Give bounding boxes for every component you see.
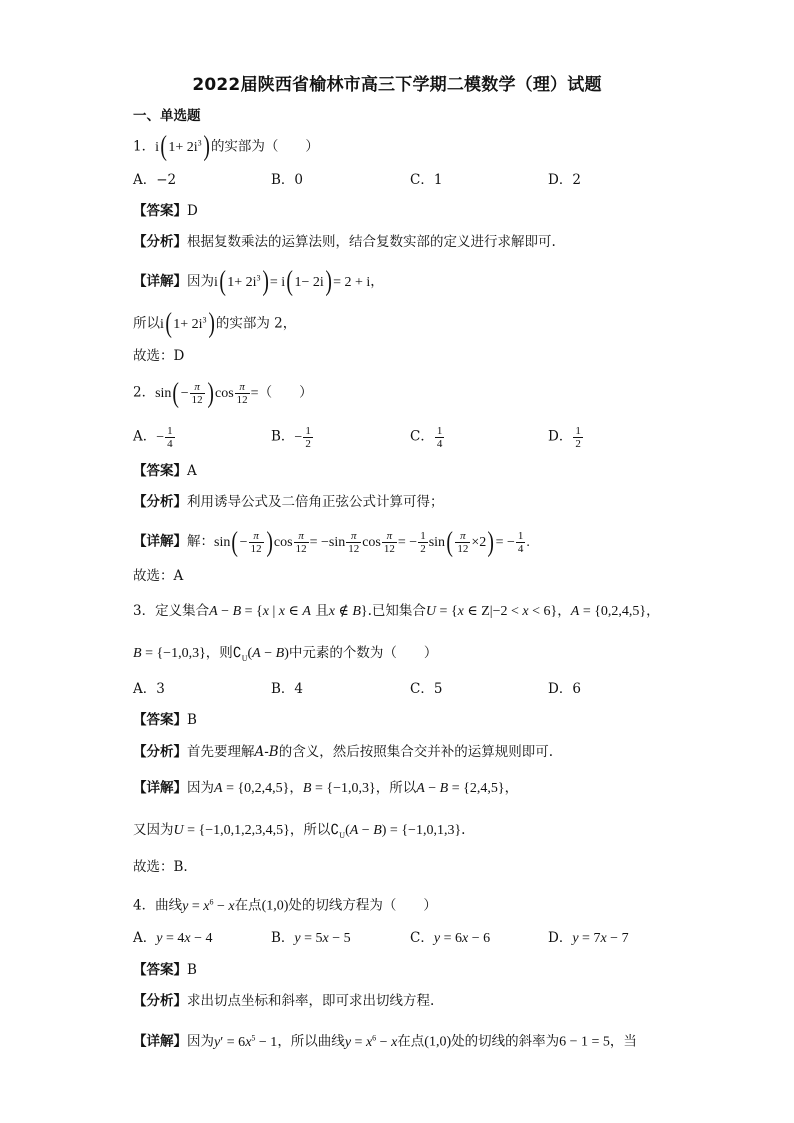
- question-1-stem: 1．$i(1+ 2i^3)$的实部为（ ）: [133, 131, 319, 163]
- q2-option-a: A．− $\frac{1}{4}$: [133, 425, 173, 450]
- question-4-stem: 4．曲线$y = x^6 - x$在点(1,0)处的切线方程为（ ）: [133, 897, 437, 914]
- q2-option-d: D． $\frac{1}{2}$: [548, 425, 581, 450]
- q4-option-c: C．y = 6x − 6: [410, 930, 491, 946]
- q1-detail-line2: 所以$i(1+ 2i^3)$的实部为 2，: [133, 308, 297, 340]
- q2-option-c: C． $\frac{1}{4}$: [410, 425, 443, 450]
- q3-choose: 故选：B.: [133, 859, 188, 875]
- q4-detail: 【详解】因为$y' = 6x^5 - 1$，所以曲线$y = x^6 - x$在点(1,0)处的切线的斜率为6 − 1 = 5，当: [133, 1033, 637, 1050]
- q3-detail-line2: 又因为U = {−1,0,1,2,3,4,5}，所以$∁_U(A - B) = \{-1,0,1,3\}$.: [133, 822, 466, 840]
- q4-option-b: B．y = 5x − 5: [271, 930, 351, 946]
- q1-detail: 【详解】因为$i(1+ 2i^3)= i(1- 2i)= 2 + i$，: [133, 266, 384, 298]
- section-heading: 一、单选题: [133, 108, 201, 124]
- q3-detail: 【详解】因为A = {0,2,4,5}，B = {−1,0,3}，所以A − B = {2,4,5}，: [133, 780, 519, 796]
- q4-analysis: 【分析】求出切点坐标和斜率，即可求出切线方程.: [133, 993, 435, 1009]
- q3-answer: 【答案】B: [133, 712, 197, 728]
- q1-analysis: 【分析】根据复数乘法的运算法则，结合复数实部的定义进行求解即可.: [133, 234, 556, 250]
- q2-analysis: 【分析】利用诱导公式及二倍角正弦公式计算可得；: [133, 494, 444, 510]
- q1-option-b: B．0: [271, 172, 304, 188]
- q4-answer: 【答案】B: [133, 962, 197, 978]
- q3-option-c: C．5: [410, 681, 443, 697]
- q3-option-d: D．6: [548, 681, 581, 697]
- question-2-stem: 2．sin(− $\frac{\pi}{12}$ )cos $\frac{\pi}{12}$ =（ ）: [133, 377, 313, 409]
- q1-option-a: A．−2: [133, 172, 177, 188]
- q1-option-d: D．2: [548, 172, 581, 188]
- q1-option-c: C．1: [410, 172, 443, 188]
- q4-option-a: A．y = 4x − 4: [133, 930, 213, 946]
- q2-detail: 【详解】解：sin(− $\frac{\pi}{12}$ )cos $\frac{\pi}{12}$ = −sin $\frac{\pi}{12}$ cos $\frac{\pi}{12}$ = − $\frac{1}{2}$ sin( $\frac{\pi}{12}$ ×2)= − $\frac{1}{4}$ .: [133, 526, 530, 558]
- q3-analysis: 【分析】首先要理解A-B的含义，然后按照集合交并补的运算规则即可.: [133, 744, 554, 760]
- q4-option-d: D．y = 7x − 7: [548, 930, 629, 946]
- q2-option-b: B．− $\frac{1}{2}$: [271, 425, 311, 450]
- q3-option-a: A．3: [133, 681, 165, 697]
- q1-choose: 故选：D: [133, 348, 185, 364]
- question-3-stem: 3．定义集合A − B = {x | x ∈ A 且x ∉ B}.已知集合U = {x ∈ Z|−2 < x < 6}，A = {0,2,4,5}，: [133, 603, 660, 619]
- q2-choose: 故选：A: [133, 568, 184, 584]
- question-3-stem-line2: B = {−1,0,3}，则$∁_U(A - B)$中元素的个数为（ ）: [133, 645, 438, 663]
- q3-option-b: B．4: [271, 681, 304, 697]
- page-title: 2022届陕西省榆林市高三下学期二模数学（理）试题: [192, 75, 602, 95]
- q1-answer: 【答案】D: [133, 203, 198, 219]
- q2-answer: 【答案】A: [133, 463, 197, 479]
